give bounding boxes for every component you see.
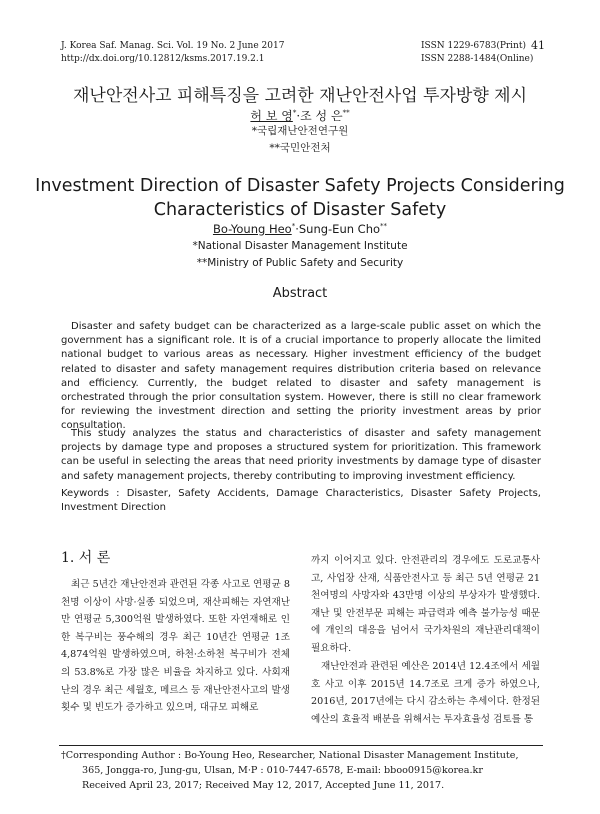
- journal-citation: J. Korea Saf. Manag. Sci. Vol. 19 No. 2 June 2017: [61, 41, 285, 51]
- first-author-ko: 허 보 영: [250, 109, 293, 123]
- right-column-paragraph-2: 재난안전과 관련된 예산은 2014년 12.4조에서 세월호 사고 이후 2015년 14.7조로 크게 증가 하였으나, 2016년, 2017년에는 다시 감소하는 추세이다. 한정된 예산의 효율적 배분을 위해서는 투자효율성 검토를 통: [311, 661, 540, 725]
- second-author-en: ·Sung-Eun Cho: [295, 222, 381, 236]
- first-author-en: Bo-Young Heo: [212, 222, 292, 236]
- issn-print: ISSN 1229-6783(Print): [421, 41, 526, 51]
- issn-online: ISSN 2288-1484(Online): [421, 54, 534, 64]
- keywords-label: Keywords: [61, 488, 109, 499]
- korean-title: 재난안전사고 피해특징을 고려한 재난안전사업 투자방향 제시: [73, 86, 527, 106]
- author-mark-en-1: *: [291, 222, 296, 231]
- abstract-paragraph-1: Disaster and safety budget can be characterized as a large-scale public asset on which the government has a significant role. It is of a crucial importance to properly allocate the limited national budget to various areas as necessary. Higher investment efficiency of the budget related to disaster and safety management requires distribution criteria based on relevance and efficiency. Currently, the budget related to disaster and safety management is orchestrated through the prior consultation system. However, there is still no clear framework for reviewing the investment direction and setting the priority investment areas by prior consultation.: [61, 321, 541, 432]
- abstract-heading: Abstract: [272, 286, 328, 301]
- footnote-divider: [59, 745, 543, 746]
- second-author-ko: ·조 성 은: [296, 109, 343, 123]
- doi-link[interactable]: http://dx.doi.org/10.12812/ksms.2017.19.2.1: [61, 54, 265, 64]
- english-authors: [0, 222, 600, 236]
- footnote-corresponding-author: †Corresponding Author : Bo-Young Heo, Researcher, National Disaster Management Institute,: [61, 750, 519, 761]
- english-affiliation-2: **Ministry of Public Safety and Security: [196, 257, 404, 269]
- footnote-received-dates: Received April 23, 2017; Received May 12, 2017, Accepted June 11, 2017.: [82, 780, 445, 791]
- korean-affiliation-2: **국민안전처: [269, 142, 331, 154]
- keywords-list: : Disaster, Safety Accidents, Damage Characteristics, Disaster Safety Projects, Investment Direction: [61, 488, 541, 514]
- left-column-paragraph: 최근 5년간 재난안전과 관련된 각종 사고로 연평균 8천명 이상이 사망·실종 되었으며, 재산피해는 자연재난만 연평균 5,300억원 발생하였다. 또한 자연재해로 인한 복구비는 풍수해의 경우 최근 10년간 연평균 1조 4,874억원 발생하였으며, 하천·소하천 복구비가 전체의 53.8%로 가장 많은 비율을 차지하고 있다. 사회재난의 경우 최근 세월호, 메르스 등 재난안전사고의 발생 횟수 및 빈도가 증가하고 있으며, 대규모 피해로: [61, 579, 290, 714]
- keywords: [61, 487, 541, 515]
- english-title-line2: Characteristics of Disaster Safety: [153, 200, 447, 220]
- korean-affiliation-1: *국립재난안전연구원: [251, 125, 349, 137]
- abstract-paragraph-2: This study analyzes the status and characteristics of disaster and safety management projects by damage type and proposes a structured system for prioritization. This framework can be useful in selecting the areas that need priority investments by damage type of disaster and safety management projects, thereby contributing to improving investment efficiency.: [61, 428, 541, 482]
- author-mark-2: **: [342, 109, 350, 117]
- footnote-address: 365, Jongga-ro, Jung-gu, Ulsan, M·P : 010-7447-6578, E-mail: bboo0915@korea.kr: [82, 765, 483, 776]
- author-mark-1: *: [292, 109, 297, 117]
- english-title-line1: Investment Direction of Disaster Safety Projects Considering: [35, 176, 565, 196]
- english-affiliation-1: *National Disaster Management Institute: [192, 240, 408, 252]
- section-heading-introduction: 1. 서 론: [61, 550, 111, 566]
- right-column-paragraph-1: 까지 이어지고 있다. 안전관리의 경우에도 도로교통사고, 사업장 산재, 식품안전사고 등 최근 5년 연평균 21천여명의 사망자와 43만명 이상의 부상자가 발생했다. 재난 및 안전부문 피해는 파급력과 예측 불가능성 때문에 개인의 대응을 넘어서 국가차원의 재난관리대책이 필요하다.: [311, 555, 540, 654]
- page-number: 41: [531, 39, 545, 52]
- korean-authors: [0, 107, 600, 124]
- author-mark-en-2: **: [380, 222, 388, 231]
